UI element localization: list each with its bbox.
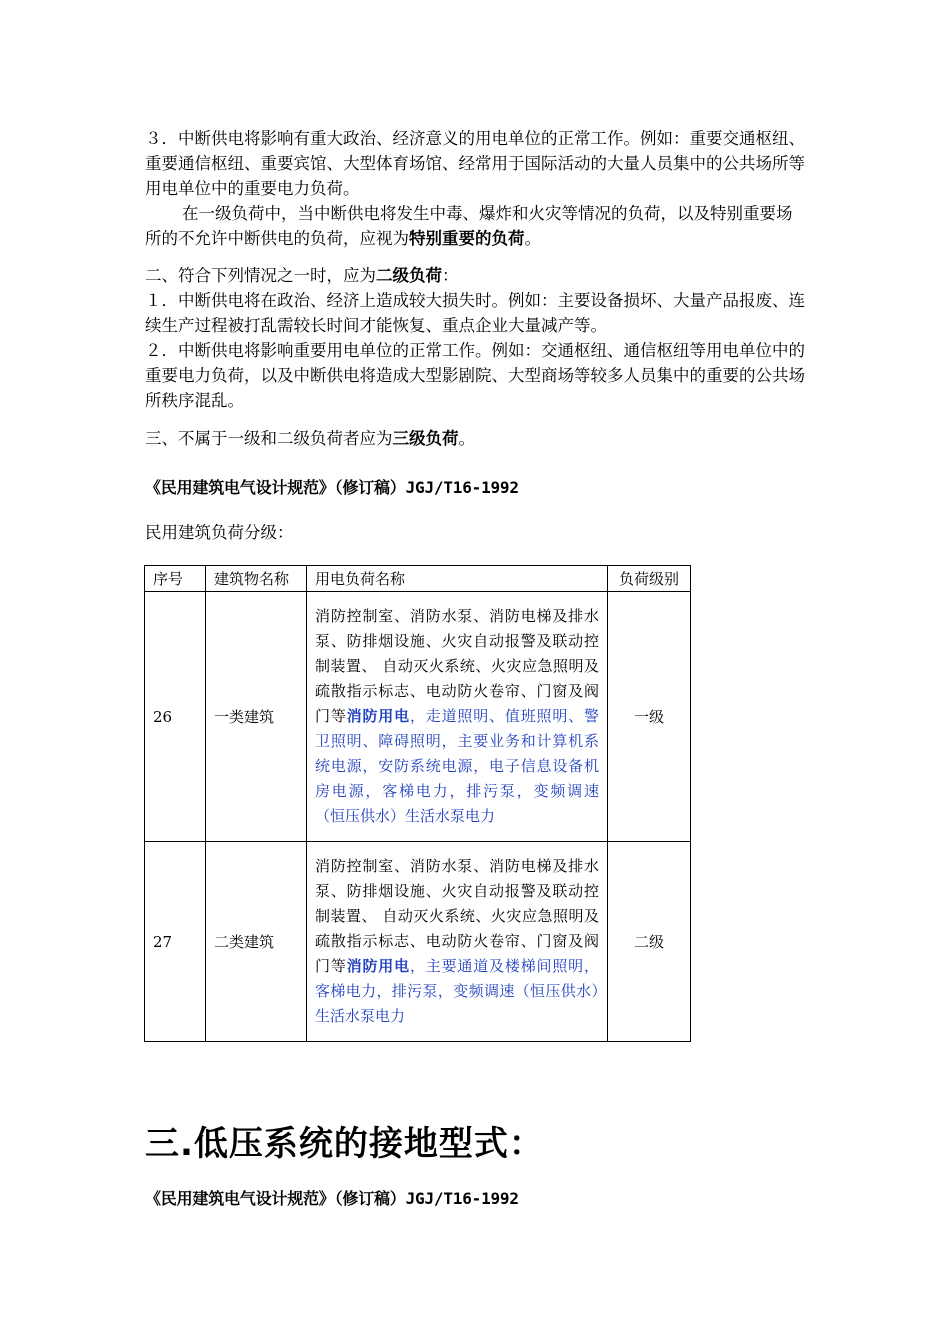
load-blue-text bbox=[315, 957, 599, 1025]
section3-text bbox=[145, 426, 805, 451]
reference-standard-2: 《民用建筑电气设计规范》（修订稿）JGJ/T16-1992 bbox=[145, 1189, 519, 1208]
load-classification-table bbox=[144, 565, 691, 1042]
row-level: 二级 bbox=[608, 842, 691, 1042]
section3-text-end: 。 bbox=[458, 429, 475, 448]
header-load: 用电负荷名称 bbox=[307, 566, 608, 592]
load-blue-rest: ，走道照明、值班照明、警卫照明、障碍照明，主要业务和计算机系统电源，安防系统电源，电子信息设备机房电源，客梯电力，排污泵，变频调速（恒压供水）生活水泵电力 bbox=[315, 707, 599, 825]
section-heading-grounding: 三.低压系统的接地型式： bbox=[145, 1124, 544, 1164]
special-load-term: 特别重要的负荷 bbox=[409, 229, 525, 248]
load-blue-text bbox=[315, 707, 599, 825]
section2-heading bbox=[145, 263, 805, 288]
tertiary-load-term: 三级负荷 bbox=[392, 429, 459, 448]
section3-text-pre: 三、不属于一级和二级负荷者应为 bbox=[145, 429, 393, 448]
paragraph-item-3 bbox=[145, 126, 805, 201]
row-load-description bbox=[307, 842, 608, 1042]
row-building: 二类建筑 bbox=[206, 842, 307, 1042]
header-level: 负荷级别 bbox=[608, 566, 691, 592]
reference-standard: 《民用建筑电气设计规范》（修订稿）JGJ/T16-1992 bbox=[145, 478, 519, 497]
section2-heading-end: ： bbox=[442, 266, 459, 285]
header-number: 序号 bbox=[145, 566, 206, 592]
row-number: 27 bbox=[145, 842, 206, 1042]
special-load-text: 在一级负荷中，当中断供电将发生中毒、爆炸和火灾等情况的负荷，以及特别重要场所的不允许中断供电的负荷，应视为 bbox=[145, 204, 793, 248]
load-black-text: 消防控制室、消防水泵、消防电梯及排水泵、防排烟设施、火灾自动报警及联动控制装置、 自动灭火系统、火灾应急照明及疏散指示标志、电动防火卷帘、门窗及阀门等 bbox=[315, 857, 599, 975]
section2-item-2: ２．中断供电将影响重要用电单位的正常工作。例如：交通枢纽、通信枢纽等用电单位中的重要电力负荷，以及中断供电将造成大型影剧院、大型商场等较多人员集中的重要的公共场所秩序混乱。 bbox=[145, 341, 805, 410]
secondary-load-term: 二级负荷 bbox=[376, 266, 442, 285]
table-header-row bbox=[145, 566, 691, 592]
row-number: 26 bbox=[145, 592, 206, 842]
header-building: 建筑物名称 bbox=[206, 566, 307, 592]
special-load-end: 。 bbox=[524, 229, 541, 248]
section2-heading-text: 二、符合下列情况之一时，应为 bbox=[145, 266, 376, 285]
row-level: 一级 bbox=[608, 592, 691, 842]
paragraph-special-load bbox=[145, 201, 805, 251]
table-row bbox=[145, 842, 691, 1042]
table-row bbox=[145, 592, 691, 842]
row-load-description bbox=[307, 592, 608, 842]
load-black-text: 消防控制室、消防水泵、消防电梯及排水泵、防排烟设施、火灾自动报警及联动控制装置、 自动灭火系统、火灾应急照明及疏散指示标志、电动防火卷帘、门窗及阀门等 bbox=[315, 607, 599, 725]
section2-item-1: １．中断供电将在政治、经济上造成较大损失时。例如：主要设备损坏、大量产品报废、连续生产过程被打乱需较长时间才能恢复、重点企业大量减产等。 bbox=[145, 291, 805, 335]
fire-power-term: 消防用电 bbox=[346, 957, 410, 975]
item-3-text: ３．中断供电将影响有重大政治、经济意义的用电单位的正常工作。例如：重要交通枢纽、重要通信枢纽、重要宾馆、大型体育场馆、经常用于国际活动的大量人员集中的公共场所等用电单位中的重要电力负荷。 bbox=[145, 129, 805, 198]
row-building: 一类建筑 bbox=[206, 592, 307, 842]
load-blue-rest: ，主要通道及楼梯间照明，客梯电力，排污泵，变频调速（恒压供水）生活水泵电力 bbox=[315, 957, 599, 1025]
table-caption: 民用建筑负荷分级： bbox=[145, 523, 294, 542]
fire-power-term: 消防用电 bbox=[346, 707, 410, 725]
